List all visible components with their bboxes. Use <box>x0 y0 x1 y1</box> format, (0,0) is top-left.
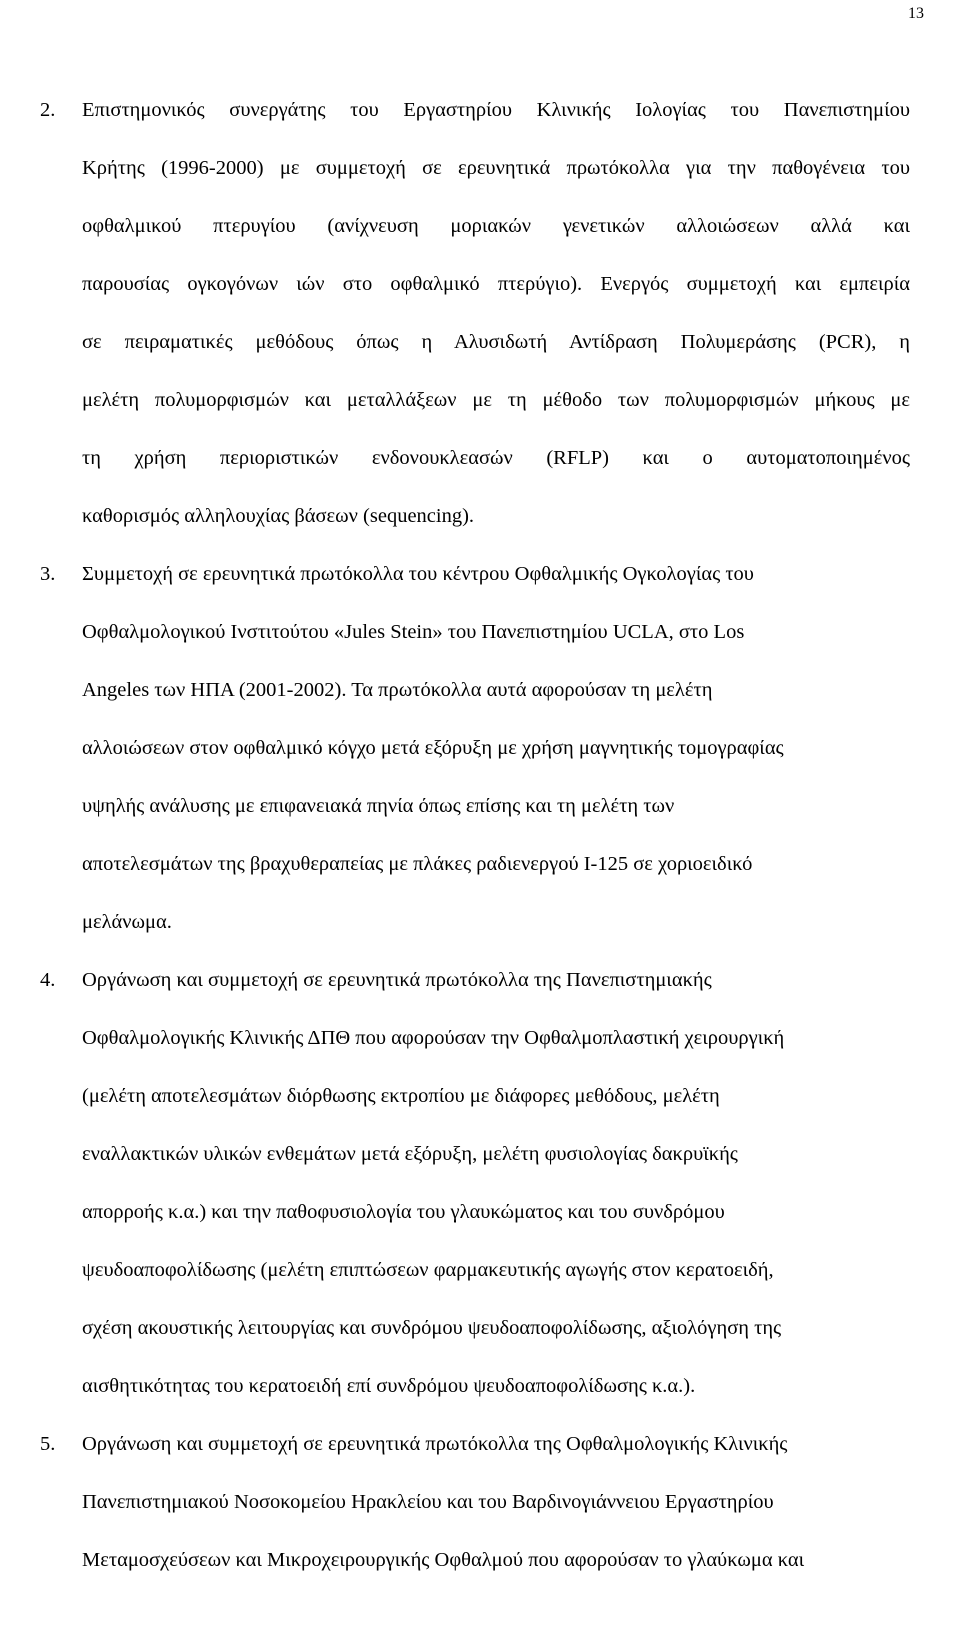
text-line: Πανεπιστημιακού Νοσοκομείου Ηρακλείου και του Βαρδινογιάννειου Εργαστηρίου <box>82 1491 774 1513</box>
item-text <box>82 545 910 951</box>
text-line: τη χρήση περιοριστικών ενδονουκλεασών (RFLP) και ο αυτοματοποιημένος <box>82 447 910 469</box>
text-line: υψηλής ανάλυσης με επιφανειακά πηνία όπως επίσης και τη μελέτη των <box>82 795 675 817</box>
item-text <box>82 81 910 545</box>
text-line: Συμμετοχή σε ερευνητικά πρωτόκολλα του κέντρου Οφθαλμικής Ογκολογίας του <box>82 563 754 585</box>
text-line: μελάνωμα. <box>82 911 172 933</box>
text-line: Κρήτης (1996-2000) με συμμετοχή σε ερευνητικά πρωτόκολλα για την παθογένεια του <box>82 157 910 179</box>
document-body <box>40 81 910 1589</box>
text-line: αποτελεσμάτων της βραχυθεραπείας με πλάκες ραδιενεργού I-125 σε χοριοειδικό <box>82 853 753 875</box>
text-line: Μεταμοσχεύσεων και Μικροχειρουργικής Οφθαλμού που αφορούσαν το γλαύκωμα και <box>82 1549 805 1571</box>
text-line: σε πειραματικές μεθόδους όπως η Αλυσιδωτή Αντίδραση Πολυμεράσης (PCR), η <box>82 331 910 353</box>
text-line: απορροής κ.α.) και την παθοφυσιολογία του γλαυκώματος και του συνδρόμου <box>82 1201 725 1223</box>
text-line: σχέση ακουστικής λειτουργίας και συνδρόμου ψευδοαποφολίδωσης, αξιολόγηση της <box>82 1317 782 1339</box>
text-line: Οργάνωση και συμμετοχή σε ερευνητικά πρωτόκολλα της Οφθαλμολογικής Κλινικής <box>82 1433 788 1455</box>
item-text <box>82 1415 910 1589</box>
text-line: καθορισμός αλληλουχίας βάσεων (sequencing). <box>82 505 475 527</box>
text-line: εναλλακτικών υλικών ενθεμάτων μετά εξόρυξη, μελέτη φυσιολογίας δακρυϊκής <box>82 1143 738 1165</box>
list-item-5 <box>40 1415 910 1589</box>
text-line: Οργάνωση και συμμετοχή σε ερευνητικά πρωτόκολλα της Πανεπιστημιακής <box>82 969 712 991</box>
text-line: ψευδοαποφολίδωσης (μελέτη επιπτώσεων φαρμακευτικής αγωγής στον κερατοειδή, <box>82 1259 774 1281</box>
list-item-2 <box>40 81 910 545</box>
text-line: Angeles των ΗΠΑ (2001-2002). Τα πρωτόκολλα αυτά αφορούσαν τη μελέτη <box>82 679 713 701</box>
text-line: αλλοιώσεων στον οφθαλμικό κόγχο μετά εξόρυξη με χρήση μαγνητικής τομογραφίας <box>82 737 784 759</box>
text-line: αισθητικότητας του κερατοειδή επί συνδρόμου ψευδοαποφολίδωσης κ.α.). <box>82 1375 696 1397</box>
item-number: 2. <box>40 99 56 121</box>
item-number: 5. <box>40 1433 56 1455</box>
text-line: Επιστημονικός συνεργάτης του Εργαστηρίου Κλινικής Ιολογίας του Πανεπιστημίου <box>82 99 910 121</box>
item-number: 4. <box>40 969 56 991</box>
text-line: παρουσίας ογκογόνων ιών στο οφθαλμικό πτερύγιο). Ενεργός συμμετοχή και εμπειρία <box>82 273 910 295</box>
list-item-4 <box>40 951 910 1415</box>
page-number: 13 <box>908 5 924 22</box>
list-item-3 <box>40 545 910 951</box>
text-line: οφθαλμικού πτερυγίου (ανίχνευση μοριακών γενετικών αλλοιώσεων αλλά και <box>82 215 910 237</box>
item-text <box>82 951 910 1415</box>
text-line: Οφθαλμολογικής Κλινικής ΔΠΘ που αφορούσαν την Οφθαλμοπλαστική χειρουργική <box>82 1027 785 1049</box>
text-line: (μελέτη αποτελεσμάτων διόρθωσης εκτροπίου με διάφορες μεθόδους, μελέτη <box>82 1085 720 1107</box>
item-number: 3. <box>40 563 56 585</box>
text-line: Οφθαλμολογικού Ινστιτούτου «Jules Stein» του Πανεπιστημίου UCLA, στο Los <box>82 621 745 643</box>
text-line: μελέτη πολυμορφισμών και μεταλλάξεων με τη μέθοδο των πολυμορφισμών μήκους με <box>82 389 910 411</box>
